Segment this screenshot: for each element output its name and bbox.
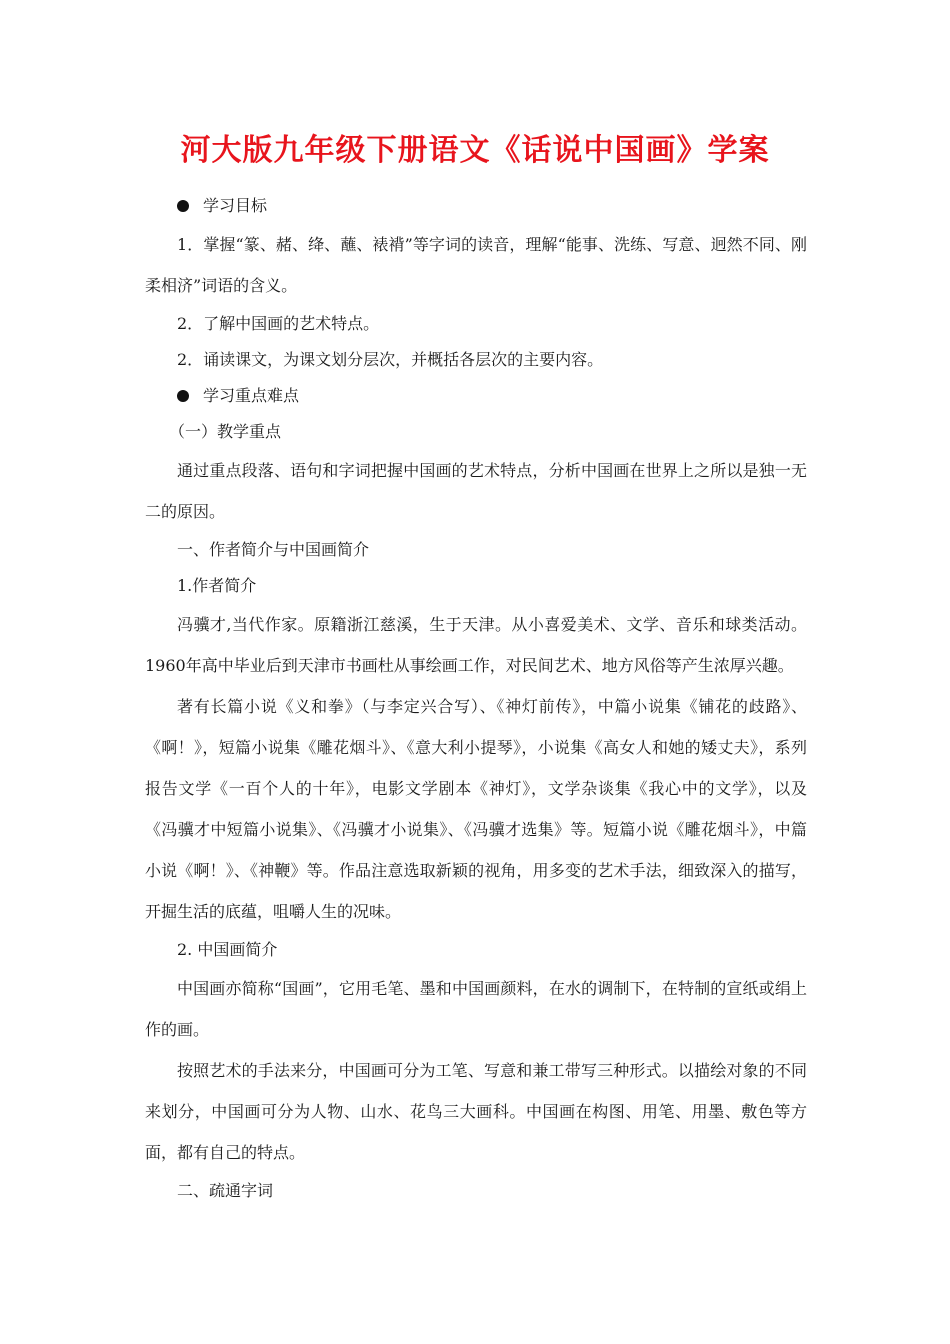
bullet-dot-icon — [177, 390, 189, 402]
author-heading: 1.作者简介 — [177, 576, 257, 595]
goal-item-1: 1．掌握“篆、赭、绛、蘸、裱褙”等字词的读音，理解“能事、洗练、写意、迥然不同、刚柔相济”词语的含义。 — [145, 235, 807, 295]
bullet-dot-icon — [177, 200, 189, 212]
goals-heading: 学习目标 — [145, 188, 807, 224]
painting-paragraph-2: 按照艺术的手法来分，中国画可分为工笔、写意和兼工带写三种形式。以描绘对象的不同来划分，中国画可分为人物、山水、花鸟三大画科。中国画在构图、用笔、用墨、敷色等方面，都有自己的特点。 — [145, 1061, 807, 1162]
key-text: 通过重点段落、语句和字词把握中国画的艺术特点，分析中国画在世界上之所以是独一无二的原因。 — [145, 461, 807, 521]
goal-item-3: 2．诵读课文，为课文划分层次，并概括各层次的主要内容。 — [177, 350, 604, 369]
key-subheading: （一）教学重点 — [169, 422, 282, 441]
goal-item-2: 2．了解中国画的艺术特点。 — [177, 314, 380, 333]
author-paragraph-2: 著有长篇小说《义和拳》（与李定兴合写）、《神灯前传》，中篇小说集《铺花的歧路》、《啊！》，短篇小说集《雕花烟斗》、《意大利小提琴》，小说集《高女人和她的矮丈夫》，系列报告文学《一百个人的十年》，电影文学剧本《神灯》，文学杂谈集《我心中的文学》，以及《冯骥才中短篇小说集》、《冯骥才小说集》、《冯骥才选集》等。短篇小说《雕花烟斗》，中篇小说《啊！》、《神鞭》等。作品注意选取新颖的视角，用多变的艺术手法，细致深入的描写，开掘生活的底蕴，咀嚼人生的况味。 — [145, 697, 807, 921]
key-heading: 学习重点难点 — [145, 378, 807, 414]
page-title: 河大版九年级下册语文《话说中国画》学案 — [180, 133, 770, 168]
part1-heading: 一、作者简介与中国画简介 — [177, 540, 370, 559]
painting-heading: 2. 中国画简介 — [177, 940, 278, 959]
part2-heading: 二、疏通字词 — [177, 1181, 274, 1200]
painting-paragraph-1: 中国画亦简称“国画”，它用毛笔、墨和中国画颜料，在水的调制下，在特制的宣纸或绢上作的画。 — [145, 979, 807, 1039]
author-paragraph-1: 冯骥才,当代作家。原籍浙江慈溪，生于天津。从小喜爱美术、文学、音乐和球类活动。1960年高中毕业后到天津市书画杜从事绘画工作，对民间艺术、地方风俗等产生浓厚兴趣。 — [145, 615, 807, 675]
document-body — [145, 188, 807, 1209]
